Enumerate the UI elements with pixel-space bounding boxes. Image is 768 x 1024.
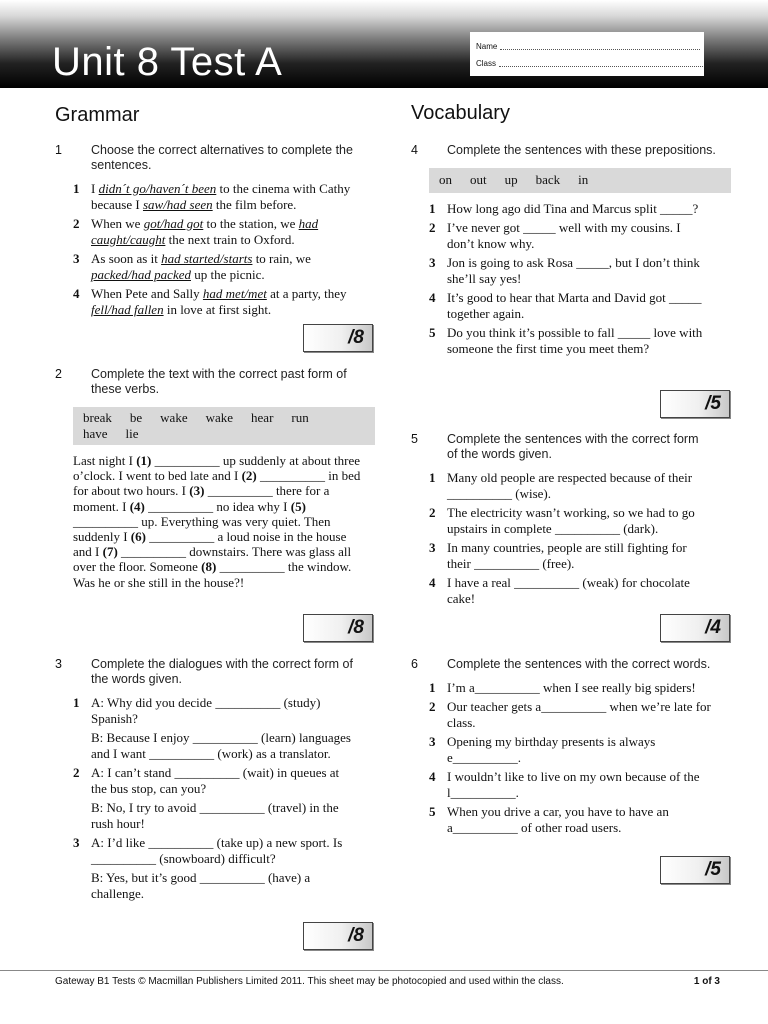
alternative-choice[interactable]: had met/met [202,286,267,301]
name-field[interactable]: Name [476,42,700,51]
alternative-choice[interactable]: had started/starts [161,251,253,266]
exercise-1 [55,143,355,321]
list-item: 2 Our teacher gets a__________ when we’re late for class. [429,699,711,730]
list-item: 3 Jon is going to ask Rosa _____, but I don’t think she’ll say yes! [429,255,700,286]
class-field[interactable]: Class [476,59,703,68]
list-item: 1 I didn´t go/haven´t been to the cinema with Cathy because I saw/had seen the film before. [73,181,351,212]
exercise-4 [411,143,731,360]
alternative-choice[interactable]: had caught/caught [91,216,319,247]
exercise-number: 3 [55,657,62,671]
exercise-instruction: Complete the dialogues with the correct form of the words given. [91,657,353,686]
exercise-instruction: Choose the correct alternatives to complete the sentences. [91,143,353,172]
list-item: 3 In many countries, people are still fighting for their __________ (free). [429,540,687,571]
alternative-choice[interactable]: packed/had packed [91,267,191,282]
score-box: /8 [303,614,373,642]
exercise-5 [411,432,711,610]
list-item: 5 Do you think it’s possible to fall _____ love with someone the first time you meet them? [429,325,703,356]
page-header [0,0,768,88]
exercise-3 [55,657,355,905]
grammar-heading: Grammar [55,104,140,126]
list-item: 3 Opening my birthday presents is always e__________. [429,734,656,765]
exercise-instruction: Complete the sentences with these prepositions. [447,143,716,157]
list-item: 4 When Pete and Sally had met/met at a party, they fell/had fallen in love at first sight. [73,286,347,317]
exercise-number: 6 [411,657,418,671]
name-class-box [470,32,704,76]
score-box: /5 [660,856,730,884]
exercise-instruction: Complete the text with the correct past form of these verbs. [91,367,347,396]
dialogue-item: 2 A: I can’t stand __________ (wait) in queues at the bus stop, can you? B: No, I try to avoid __________ (travel) in the rush hour! [73,765,340,831]
exercise-2 [55,367,375,590]
score-box: /5 [660,390,730,418]
alternative-choice[interactable]: didn´t go/haven´t been [98,181,217,196]
page-number: 1 of 3 [693,976,720,987]
exercise-number: 2 [55,367,62,381]
list-item: 2 I’ve never got _____ well with my cousins. I don’t know why. [429,220,681,251]
list-item: 4 It’s good to hear that Marta and David got _____ together again. [429,290,702,321]
list-item: 3 As soon as it had started/starts to rain, we packed/had packed up the picnic. [73,251,311,282]
list-item: 2 When we got/had got to the station, we had caught/caught the next train to Oxford. [73,216,319,247]
exercise-number: 4 [411,143,418,157]
list-item: 2 The electricity wasn’t working, so we had to go upstairs in complete __________ (dark). [429,505,695,536]
dialogue-item: 1 A: Why did you decide __________ (study) Spanish? B: Because I enjoy __________ (learn) languages and I want __________ (work) as a translator. [73,695,351,761]
word-box: break be wake wake hear run have lie [73,407,375,445]
exercise-number: 5 [411,432,418,446]
exercise-number: 1 [55,143,62,157]
page-title: Unit 8 Test A [52,40,283,84]
list-item: 1 How long ago did Tina and Marcus split _____? [429,201,699,216]
list-item: 4 I have a real __________ (weak) for chocolate cake! [429,575,690,606]
footer-divider [0,970,768,971]
score-box: /8 [303,324,373,352]
dialogue-item: 3 A: I’d like __________ (take up) a new sport. Is __________ (snowboard) difficult? B: Yes, but it’s good __________ (have) a challenge. [73,835,343,901]
exercise-instruction: Complete the sentences with the correct words. [447,657,711,671]
alternative-choice[interactable]: got/had got [143,216,204,231]
list-item: 1 I’m a__________ when I see really big spiders! [429,680,696,695]
word-box: on out up back in [429,168,731,193]
exercise-instruction: Complete the sentences with the correct form of the words given. [447,432,699,461]
gap-fill-text: Last night I (1) __________ up suddenly at about three o’clock. I went to bed late and I (2) __________ in bed for about two hours. I (3) __________ there for a moment. I (4) __________ no idea why I (5) __________ up. Everything was very quiet. Then suddenly I (6) __________ a loud noise in the house and I (7) __________ downstairs. There was glass all over the floor. Someone (8) __________ the window. Was he or she still in the house?! [73,453,361,590]
score-box: /8 [303,922,373,950]
exercise-6 [411,657,711,839]
vocabulary-heading: Vocabulary [411,102,510,124]
alternative-choice[interactable]: saw/had seen [142,197,213,212]
list-item: 5 When you drive a car, you have to have an a__________ of other road users. [429,804,669,835]
alternative-choice[interactable]: fell/had fallen [91,302,164,317]
footer-copyright: Gateway B1 Tests © Macmillan Publishers Limited 2011. This sheet may be photocopied and used within the class. [55,976,564,987]
list-item: 4 I wouldn’t like to live on my own because of the l__________. [429,769,700,800]
list-item: 1 Many old people are respected because of their __________ (wise). [429,470,693,501]
score-box: /4 [660,614,730,642]
